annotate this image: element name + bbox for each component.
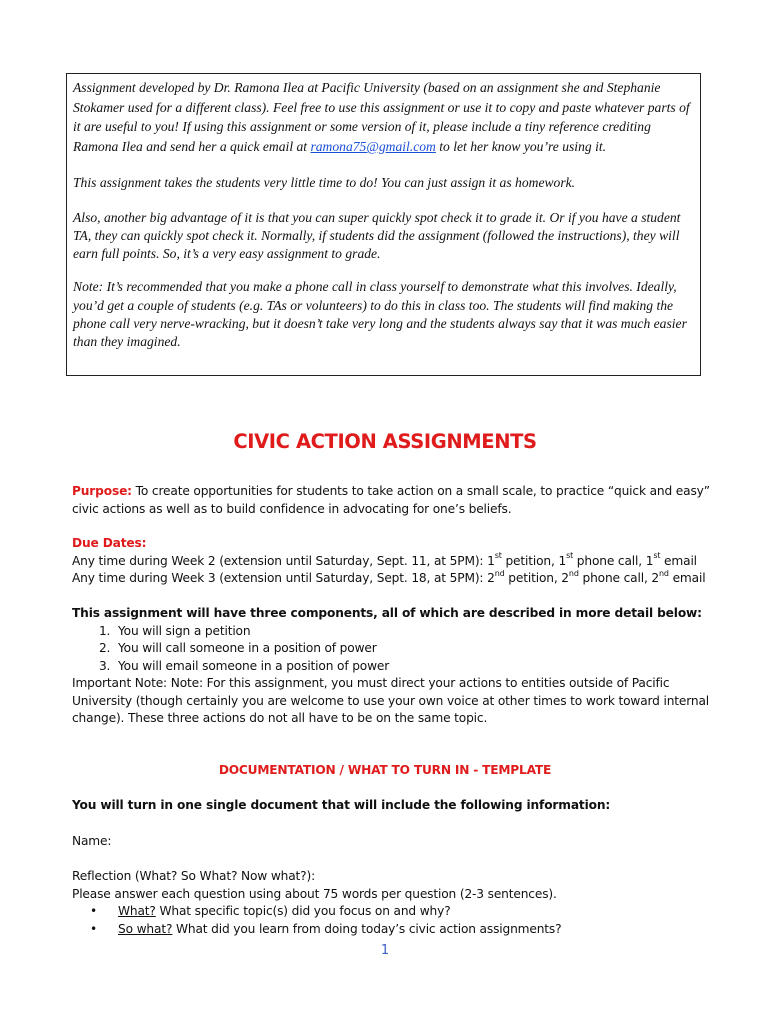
documentation-intro: You will turn in one single document that will include the following information: [72,798,611,812]
note-paragraph-1 [73,78,694,157]
page-number: 1 [380,943,390,958]
purpose-text: To create opportunities for students to take action on a small scale, to practice “quick and easy” civic actions as well as to build confidence in advocating for one’s beliefs. [72,484,710,516]
note-text-tail: to let her know you’re using it. [435,139,607,155]
due-dates-section [72,535,712,588]
reflection-instructions: Please answer each question using about 75 words per question (2-3 sentences). [72,886,557,901]
components-list [72,623,712,676]
note-paragraph-4: Note: It’s recommended that you make a phone call in class yourself to demonstrate what this involves. Ideally, you’d get a couple of students (e.g. TAs or volunteers) to do this in class too. The students will find making the phone call very nerve-wracking, but it doesn’t take very long and the students always say that it was much easier than they imagined. [73,279,687,350]
note-paragraph-3: Also, another big advantage of it is that you can super quickly spot check it to grade it. Or if you have a student TA, they can quickly spot check it. Normally, if students did the assignment (followed the instructions), they will earn full points. So, it’s a very easy assignment to grade. [73,209,681,262]
list-item: • So what? What did you learn from doing today’s civic action assignments? [114,921,712,939]
list-item: 3. You will email someone in a position of power [114,658,712,676]
note-paragraph-2: This assignment takes the students very little time to do! You can just assign it as homework. [73,174,576,190]
due-date-line-1: Any time during Week 2 (extension until Saturday, Sept. 11, at 5PM): 1st petition, 1st phone call, 1st email [72,551,697,568]
list-item: 2. You will call someone in a position of power [114,640,712,658]
documentation-section [72,797,712,938]
documentation-title: DOCUMENTATION / WHAT TO TURN IN - TEMPLATE [218,763,552,777]
email-link[interactable]: ramona75@gmail.com [310,139,436,155]
important-note: Important Note: Note: For this assignment, you must direct your actions to entities outside of Pacific University (though certainly you are welcome to use your own voice at other times to work toward internal change). These three actions do not all have to be on the same topic. [72,676,710,725]
due-date-line-2: Any time during Week 3 (extension until Saturday, Sept. 18, at 5PM): 2nd petition, 2nd phone call, 2nd email [72,568,706,585]
purpose-label: Purpose: [72,484,132,498]
note-text: Assignment developed by Dr. Ramona Ilea at Pacific University (based on an assignment she and Stephanie Stokamer used for a different class). Feel free to use this assignment or use it to copy and paste whatever parts of it are useful to you! If using this assignment or some version of it, please include a tiny reference crediting Ramona Ilea and send her a quick email at [73,80,690,155]
name-field-label: Name: [72,833,112,848]
components-section [72,605,712,728]
reflection-heading: Reflection (What? So What? Now what?): [72,869,316,883]
purpose-section [72,483,712,518]
list-item: • What? What specific topic(s) did you focus on and why? [114,903,712,921]
components-heading: This assignment will have three components, all of which are described in more detail below: [72,606,702,620]
instructor-note-box [66,73,701,376]
reflection-questions [72,903,712,938]
page-title: CIVIC ACTION ASSIGNMENTS [233,430,537,453]
list-item: 1. You will sign a petition [114,623,712,641]
due-dates-label: Due Dates: [72,536,147,550]
